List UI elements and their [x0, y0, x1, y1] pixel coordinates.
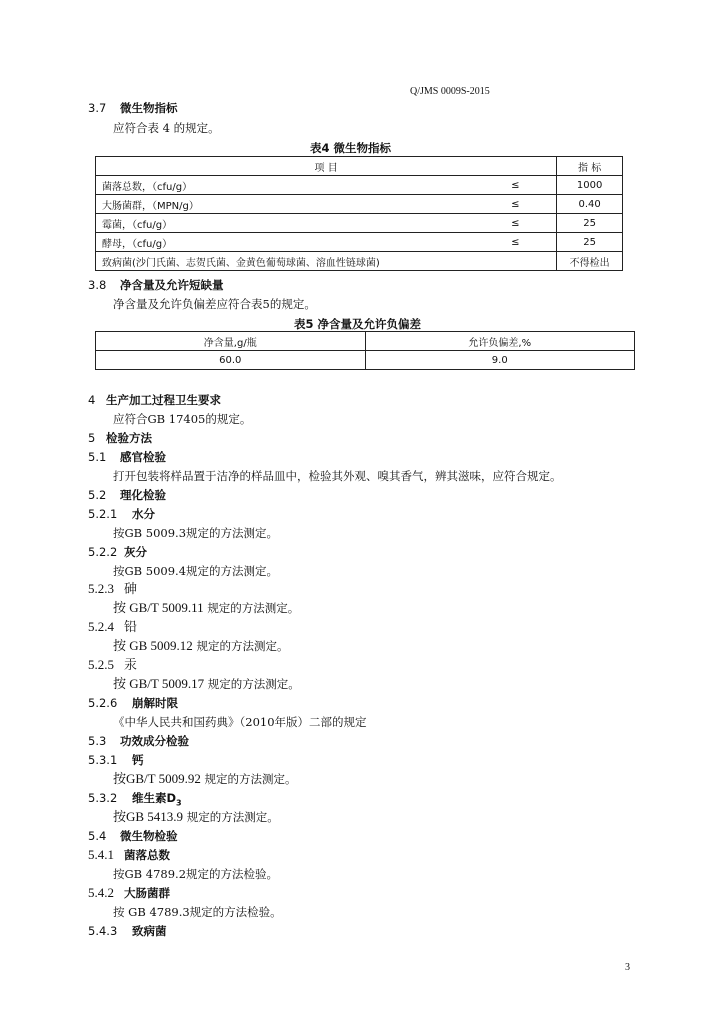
table5-net-content — [95, 331, 635, 370]
section-5-4-2-text: 按 GB 4789.3规定的方法检验。 — [113, 905, 282, 919]
section-5-3-1-heading: 5.3.1 钙 — [88, 753, 144, 767]
table-header-row — [96, 332, 635, 351]
section-5-4-heading: 5.4 微生物检验 — [88, 829, 178, 843]
table-header-cell: 允许负偏差,% — [365, 332, 635, 351]
table4-microbial-indicators — [95, 156, 623, 271]
section-4-heading: 4 生产加工过程卫生要求 — [88, 393, 221, 407]
table-cell: 25 — [557, 214, 623, 233]
section-5-2-1-text: 按GB 5009.3规定的方法测定。 — [113, 526, 279, 540]
table-cell: 60.0 — [96, 351, 366, 370]
section-5-3-2-text: 按GB 5413.9 规定的方法测定。 — [113, 809, 279, 824]
table-cell: 1000 — [557, 176, 623, 195]
table-cell: 致病菌(沙门氏菌、志贺氏菌、金黄色葡萄球菌、溶血性链球菌) — [96, 252, 557, 271]
section-5-2-heading: 5.2 理化检验 — [88, 488, 166, 502]
section-5-1-heading: 5.1 感官检验 — [88, 450, 166, 464]
table-cell: 酵母，（cfu/g） — [96, 233, 475, 252]
table-row — [96, 351, 635, 370]
section-5-2-2-text: 按GB 5009.4规定的方法测定。 — [113, 564, 279, 578]
page-number: 3 — [625, 962, 630, 973]
section-5-2-6-heading: 5.2.6 崩解时限 — [88, 696, 178, 710]
section-5-heading: 5 检验方法 — [88, 431, 152, 445]
table4-caption: 表4 微生物指标 — [310, 141, 392, 155]
table-header-cell: 净含量,g/瓶 — [96, 332, 366, 351]
section-5-3-heading: 5.3 功效成分检验 — [88, 734, 189, 748]
table-header-cell: 项 目 — [96, 157, 557, 176]
table-row — [96, 176, 623, 195]
table-header-cell: 指 标 — [557, 157, 623, 176]
section-5-2-3-heading: 5.2.3 砷 — [88, 581, 138, 596]
table-row — [96, 195, 623, 214]
table-cell: 0.40 — [557, 195, 623, 214]
section-5-2-5-text: 按 GB/T 5009.17 规定的方法测定。 — [113, 676, 300, 691]
table-cell: 9.0 — [365, 351, 635, 370]
section-5-2-4-heading: 5.2.4 铅 — [88, 619, 138, 634]
table-header-row — [96, 157, 623, 176]
table-cell: 菌落总数，（cfu/g） — [96, 176, 475, 195]
section-5-4-1-text: 按GB 4789.2规定的方法检验。 — [113, 867, 279, 881]
section-3-7-heading: 3.7 微生物指标 — [88, 101, 178, 115]
table-row — [96, 214, 623, 233]
table-row — [96, 252, 623, 271]
section-5-2-5-heading: 5.2.5 汞 — [88, 657, 138, 672]
table-cell: ≤ — [474, 195, 557, 214]
section-5-2-4-text: 按 GB 5009.12 规定的方法测定。 — [113, 638, 289, 653]
section-5-2-2-heading: 5.2.2 灰分 — [88, 545, 147, 559]
section-5-3-1-text: 按GB/T 5009.92 规定的方法测定。 — [113, 771, 297, 786]
section-4-text: 应符合GB 17405的规定。 — [113, 412, 252, 426]
table-cell: 25 — [557, 233, 623, 252]
table-cell: ≤ — [474, 176, 557, 195]
section-3-8-heading: 3.8 净含量及允许短缺量 — [88, 278, 224, 292]
section-5-4-2-heading: 5.4.2 大肠菌群 — [88, 885, 170, 900]
section-3-8-text: 净含量及允许负偏差应符合表5的规定。 — [113, 297, 316, 311]
table-cell: 不得检出 — [557, 252, 623, 271]
table-cell: 大肠菌群，（MPN/g） — [96, 195, 475, 214]
table5-caption: 表5 净含量及允许负偏差 — [294, 317, 422, 331]
section-5-3-2-heading: 5.3.2 维生素$D_3$ — [88, 791, 182, 808]
table-cell: ≤ — [474, 214, 557, 233]
section-5-2-3-text: 按 GB/T 5009.11 规定的方法测定。 — [113, 600, 300, 615]
section-3-7-text: 应符合表 4 的规定。 — [113, 121, 220, 135]
section-5-2-1-heading: 5.2.1 水分 — [88, 507, 155, 521]
table-cell: 霉菌，（cfu/g） — [96, 214, 475, 233]
document-number: Q/JMS 0009S-2015 — [410, 86, 490, 97]
section-5-4-3-heading: 5.4.3 致病菌 — [88, 924, 167, 938]
section-5-4-1-heading: 5.4.1 菌落总数 — [88, 847, 170, 862]
table-cell: ≤ — [474, 233, 557, 252]
table-row — [96, 233, 623, 252]
section-5-1-text: 打开包装将样品置于洁净的样品皿中，检验其外观、嗅其香气，辨其滋味，应符合规定。 — [113, 469, 562, 483]
section-5-2-6-text: 《中华人民共和国药典》（2010年版）二部的规定 — [113, 715, 367, 729]
